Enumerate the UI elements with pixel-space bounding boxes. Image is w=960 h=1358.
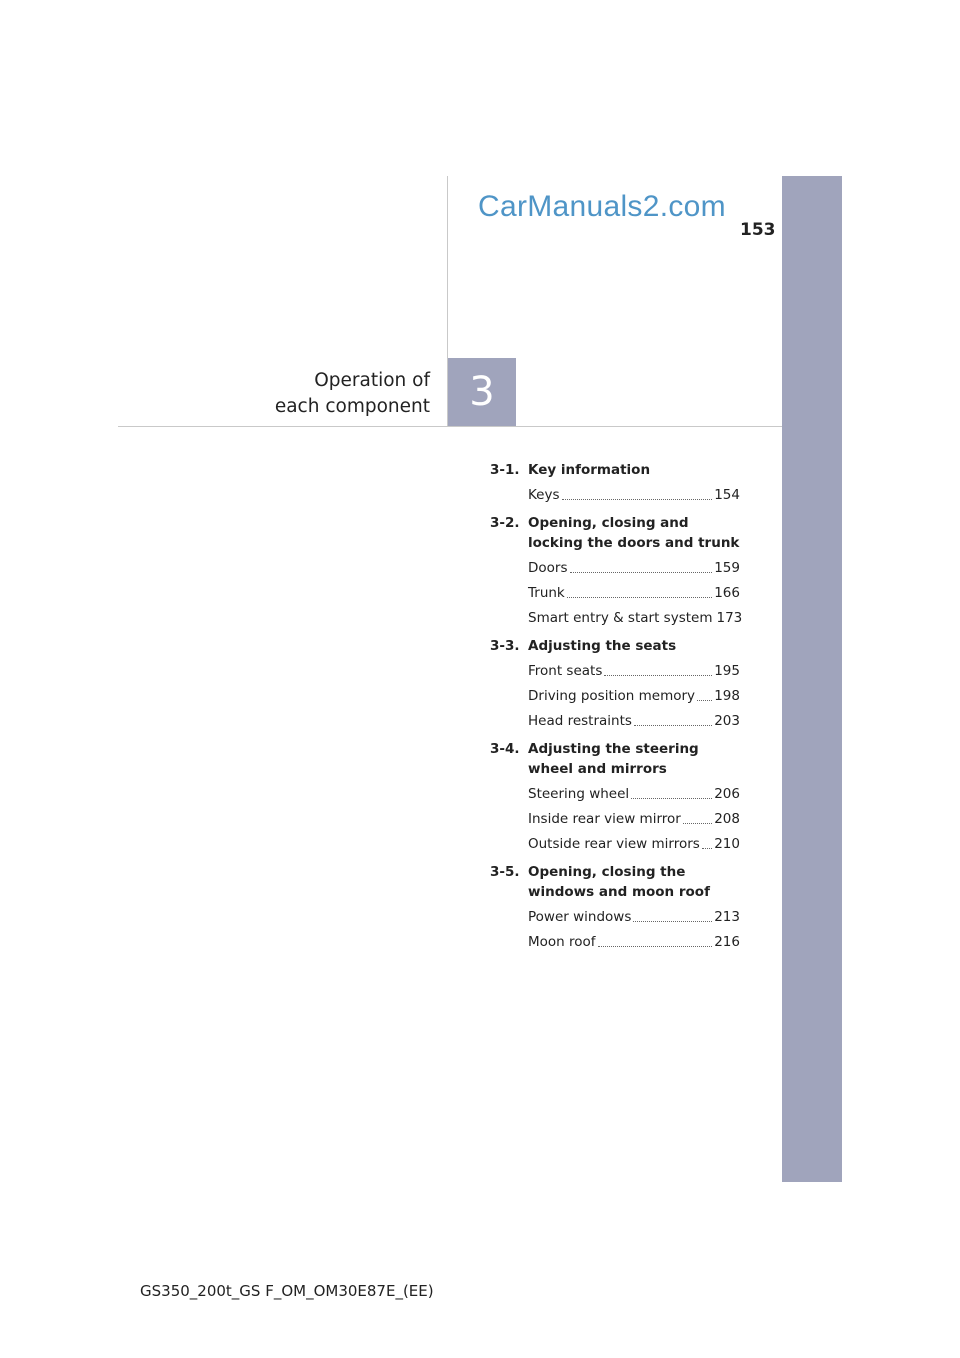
toc-entry[interactable] <box>528 662 740 681</box>
chapter-title <box>275 368 430 420</box>
section-number: 3-3. <box>490 638 520 654</box>
section-title: Key information <box>528 462 651 478</box>
chapter-side-tab <box>782 176 842 1182</box>
toc-section-3-1 <box>490 460 740 505</box>
entry-page: 203 <box>714 713 740 729</box>
section-title: Opening, closing the windows and moon roof <box>528 864 710 900</box>
entry-page: 213 <box>714 909 740 925</box>
toc-entry[interactable] <box>528 584 740 603</box>
entry-label: Doors <box>528 560 568 576</box>
entry-label: Keys <box>528 487 560 503</box>
entry-label: Outside rear view mirrors <box>528 836 700 852</box>
toc-entry[interactable] <box>528 559 740 578</box>
entry-page: 210 <box>714 836 740 852</box>
dot-leader <box>702 835 712 849</box>
section-title: Opening, closing and locking the doors and trunk <box>528 515 740 551</box>
dot-leader <box>567 584 712 598</box>
entry-page: 198 <box>714 688 740 704</box>
section-title: Adjusting the seats <box>528 638 677 654</box>
entry-label: Trunk <box>528 585 565 601</box>
entry-label: Driving position memory <box>528 688 696 704</box>
toc-entry[interactable] <box>528 810 740 829</box>
table-of-contents <box>490 460 743 960</box>
entry-label: Moon roof <box>528 934 596 950</box>
dot-leader <box>562 486 713 500</box>
page-number: 153 <box>740 220 776 240</box>
entry-page: 154 <box>714 487 740 503</box>
entry-page: 208 <box>714 811 740 827</box>
entry-label: Inside rear view mirror <box>528 811 681 827</box>
watermark-logo: CarManuals2.com <box>478 190 726 223</box>
entry-page: 159 <box>714 560 740 576</box>
toc-entry[interactable] <box>528 908 740 927</box>
toc-entry[interactable] <box>528 785 740 804</box>
toc-entry[interactable] <box>528 609 743 628</box>
toc-section-3-3 <box>490 636 740 731</box>
chapter-title-line2: each component <box>274 396 430 417</box>
dot-leader <box>604 662 712 676</box>
toc-entry[interactable] <box>528 933 740 952</box>
dot-leader <box>634 712 712 726</box>
dot-leader <box>697 687 712 701</box>
chapter-title-line1: Operation of <box>314 370 430 391</box>
section-title: Adjusting the steering wheel and mirrors <box>528 741 699 777</box>
toc-section-3-4 <box>490 739 740 854</box>
toc-section-3-5 <box>490 862 740 952</box>
toc-entry[interactable] <box>528 486 740 505</box>
horizontal-divider <box>118 426 782 427</box>
entry-label: Smart entry & start system <box>528 610 713 626</box>
dot-leader <box>683 810 712 824</box>
section-number: 3-2. <box>490 515 520 531</box>
entry-page: 173 <box>716 610 743 626</box>
entry-label: Front seats <box>528 663 603 679</box>
section-number: 3-4. <box>490 741 520 757</box>
entry-page: 216 <box>714 934 740 950</box>
entry-label: Power windows <box>528 909 632 925</box>
toc-entry[interactable] <box>528 835 740 854</box>
dot-leader <box>633 908 712 922</box>
dot-leader <box>631 785 712 799</box>
dot-leader <box>598 933 713 947</box>
toc-entry[interactable] <box>528 712 740 731</box>
chapter-number-box: 3 <box>448 358 516 426</box>
entry-label: Head restraints <box>528 713 632 729</box>
entry-page: 206 <box>714 786 740 802</box>
entry-label: Steering wheel <box>528 786 630 802</box>
entry-page: 195 <box>714 663 740 679</box>
toc-entry[interactable] <box>528 687 740 706</box>
section-number: 3-1. <box>490 462 520 478</box>
document-footer-code: GS350_200t_GS F_OM_OM30E87E_(EE) <box>140 1282 434 1300</box>
toc-section-3-2 <box>490 513 743 628</box>
dot-leader <box>570 559 713 573</box>
section-number: 3-5. <box>490 864 520 880</box>
entry-page: 166 <box>714 585 740 601</box>
